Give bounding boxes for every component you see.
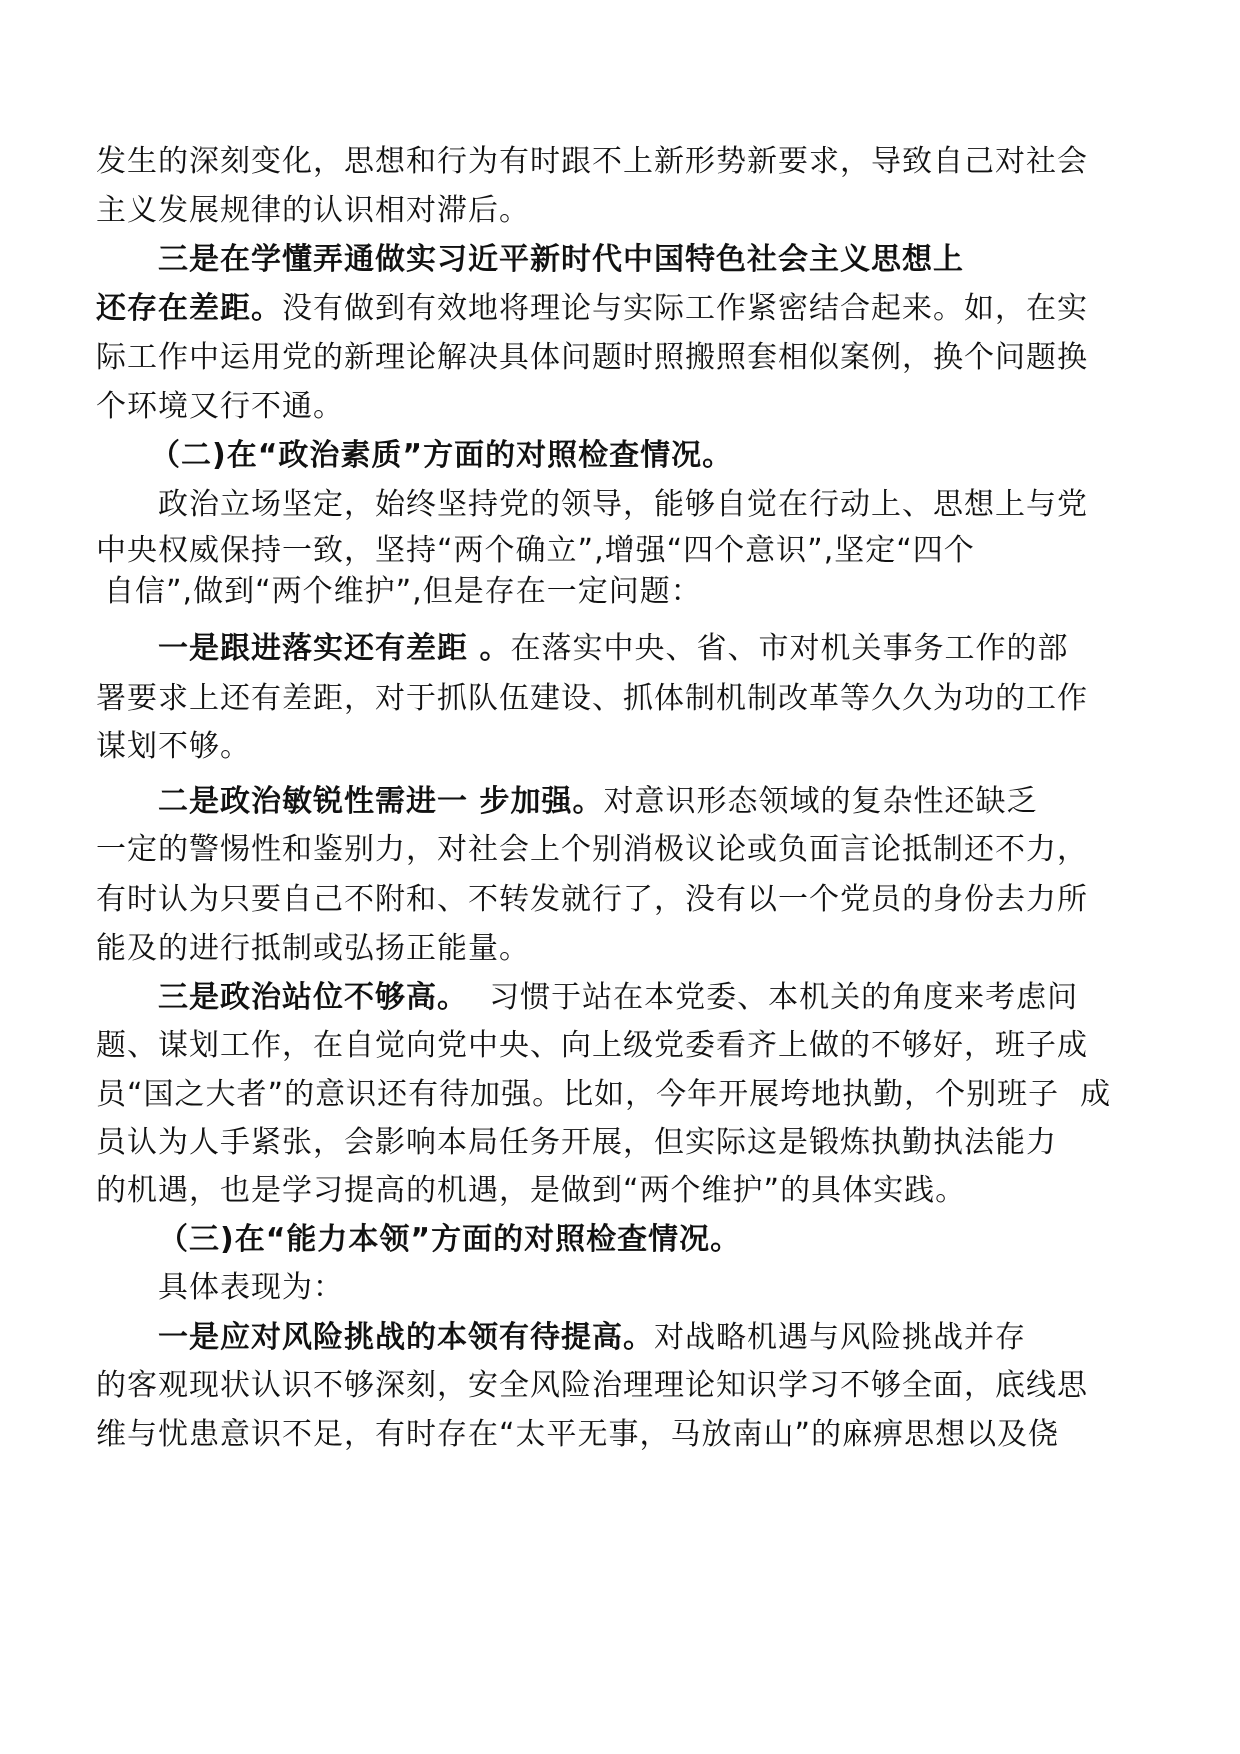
- subsection-title-text: （三)在“能力本领”方面的对照检查情况。: [158, 1222, 742, 1257]
- line-text: 维与忧患意识不足，有时存在“太平无事，马放南山”的麻痹思想以及侥: [96, 1417, 1060, 1452]
- bold-heading-text: 二是政治敏锐性需进一 步加强。: [158, 784, 604, 819]
- line-text: 对意识形态领域的复杂性还缺乏: [603, 784, 1038, 819]
- line-text: 具体表现为：: [158, 1270, 344, 1305]
- text-line: [158, 481, 1240, 529]
- line-text: 主义发展规律的认识相对滞后。: [96, 193, 530, 228]
- text-line: [158, 625, 1240, 673]
- text-line: [96, 138, 1240, 186]
- text-line: [96, 826, 1240, 874]
- bold-heading-text: 还存在差距。: [96, 291, 282, 326]
- line-text: 政治立场坚定，始终坚持党的领导，能够自觉在行动上、思想上与党: [158, 487, 1088, 522]
- bold-heading-text: 一是跟进落实还有差距 。: [158, 631, 511, 666]
- text-line: [96, 1167, 1240, 1215]
- line-text: 的机遇，也是学习提高的机遇，是做到“两个维护”的具体实践。: [96, 1173, 967, 1208]
- text-line: [158, 1314, 1240, 1362]
- text-line: [158, 1264, 1240, 1312]
- text-line: [96, 723, 1240, 771]
- line-text: 员“国之大者”的意识还有待加强。比如，今年开展垮地执勤，个别班子 成: [96, 1077, 1112, 1112]
- line-text: 一定的警惕性和鉴别力，对社会上个别消极议论或负面言论抵制还不力，: [96, 832, 1088, 867]
- text-line: [96, 334, 1240, 382]
- text-line: [96, 876, 1240, 924]
- text-line: [158, 778, 1240, 826]
- subsection-title-text: （二)在“政治素质”方面的对照检查情况。: [150, 438, 734, 473]
- text-line: [158, 974, 1240, 1022]
- line-text: 发生的深刻变化，思想和行为有时跟不上新形势新要求，导致自己对社会: [96, 144, 1088, 179]
- line-text: 在落实中央、省、市对机关事务工作的部: [510, 631, 1069, 666]
- text-line: [96, 1411, 1240, 1459]
- line-text: 署要求上还有差距，对于抓队伍建设、抓体制机制改革等久久为功的工作: [96, 681, 1088, 716]
- bold-heading-text: 一是应对风险挑战的本领有待提高。: [158, 1320, 654, 1355]
- line-text: 际工作中运用党的新理论解决具体问题时照搬照套相似案例，换个问题换: [96, 340, 1088, 375]
- text-line: [104, 568, 1240, 616]
- text-line: [96, 285, 1240, 333]
- line-text: 对战略机遇与风险挑战并存: [654, 1320, 1026, 1355]
- line-text: 有时认为只要自己不附和、不转发就行了，没有以一个党员的身份去力所: [96, 882, 1088, 917]
- bold-heading-text: 三是政治站位不够高。: [158, 980, 468, 1015]
- line-text: 没有做到有效地将理论与实际工作紧密结合起来。如，在实: [282, 291, 1088, 326]
- text-line: [96, 383, 1240, 431]
- bold-heading-text: 三是在学懂弄通做实习近平新时代中国特色社会主义思想上: [158, 242, 964, 277]
- line-text: 谋划不够。: [96, 729, 251, 764]
- line-text: 题、谋划工作，在自觉向党中央、向上级党委看齐上做的不够好，班子成: [96, 1028, 1088, 1063]
- line-text: 员认为人手紧张，会影响本局任务开展，但实际这是锻炼执勤执法能力: [96, 1125, 1057, 1160]
- line-text: 的客观现状认识不够深刻，安全风险治理理论知识学习不够全面，底线思: [96, 1368, 1088, 1403]
- section-heading-line: [158, 236, 1240, 284]
- text-line: [96, 1022, 1240, 1070]
- text-line: [96, 187, 1240, 235]
- subsection-title: [150, 432, 1240, 480]
- text-line: [96, 1071, 1240, 1119]
- subsection-title: [158, 1216, 1240, 1264]
- line-text: 中央权威保持一致，坚持“两个确立”,增强“四个意识”,坚定“四个: [96, 533, 975, 568]
- line-text: 自信”,做到“两个维护”,但是存在一定问题：: [104, 574, 702, 609]
- text-line: [96, 1119, 1240, 1167]
- text-line: [96, 675, 1240, 723]
- line-text: 能及的进行抵制或弘扬正能量。: [96, 931, 530, 966]
- line-text: 习惯于站在本党委、本机关的角度来考虑问: [468, 980, 1079, 1015]
- text-line: [96, 925, 1240, 973]
- line-text: 个环境又行不通。: [96, 389, 344, 424]
- text-line: [96, 1362, 1240, 1410]
